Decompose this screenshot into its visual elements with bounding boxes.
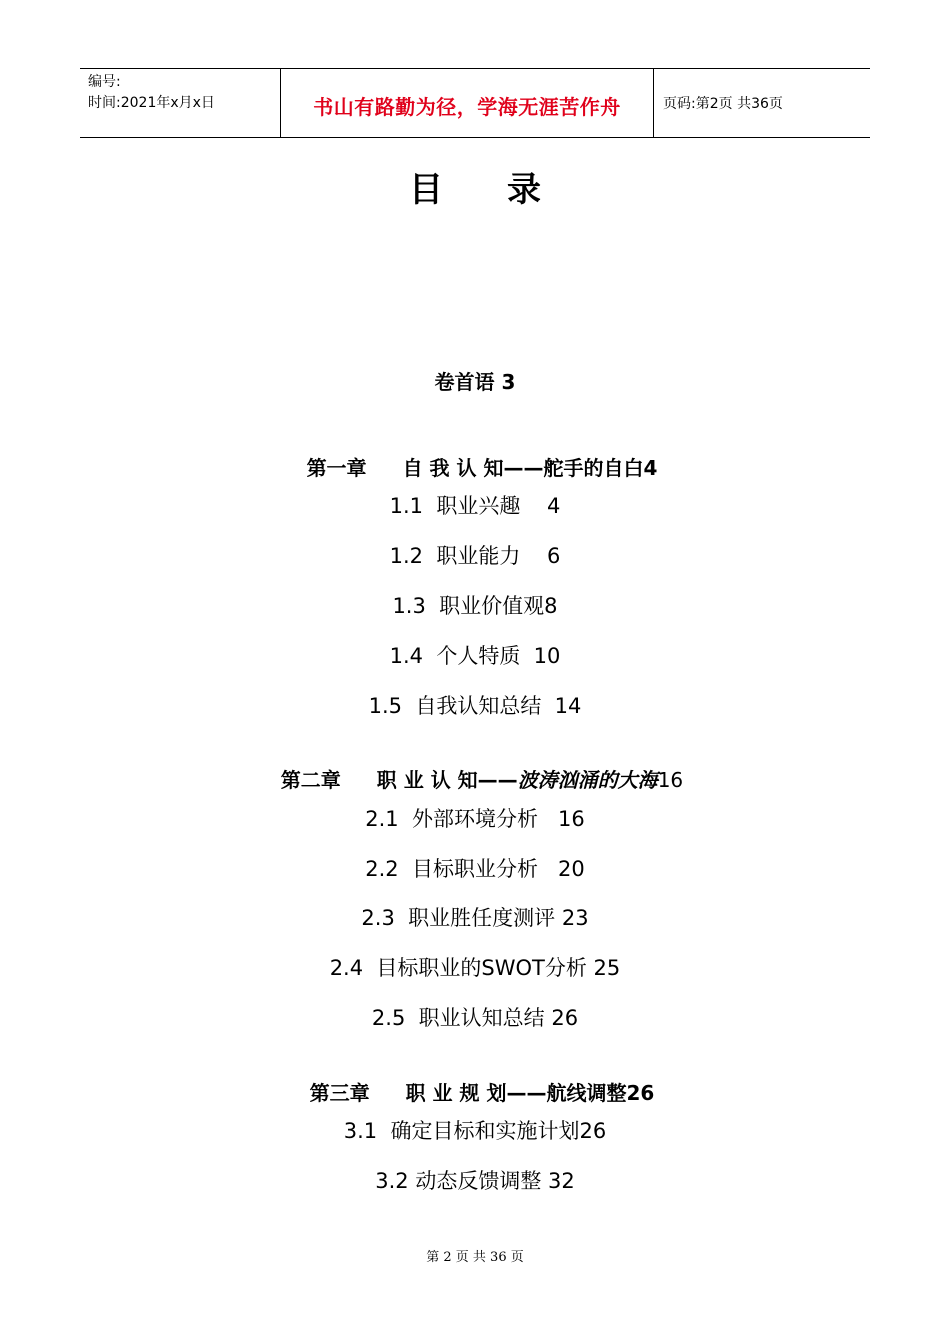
toc-section-1-4[interactable]: 1.4 个人特质 10 bbox=[389, 644, 561, 668]
toc-section-2-4[interactable]: 2.4 目标职业的SWOT分析 25 bbox=[329, 956, 621, 980]
toc-section-1-5[interactable]: 1.5 自我认知总结 14 bbox=[368, 694, 582, 718]
toc-section-1-3[interactable]: 1.3 职业价值观8 bbox=[392, 594, 558, 618]
toc-chapter-3[interactable] bbox=[0, 1053, 950, 1106]
header-table bbox=[80, 68, 870, 138]
chapter-label: 第三章 bbox=[309, 1081, 370, 1105]
toc-section-3-1[interactable]: 3.1 确定目标和实施计划26 bbox=[343, 1119, 607, 1143]
toc-chapter-2[interactable] bbox=[0, 740, 950, 793]
date-label: 时间:2021年x月x日 bbox=[88, 95, 215, 111]
page-title: 目录 bbox=[409, 170, 605, 210]
chapter-title-italic: 波涛汹涌的大海 bbox=[517, 768, 658, 792]
toc-section-1-2[interactable]: 1.2 职业能力 6 bbox=[389, 544, 561, 568]
toc-section-2-1[interactable]: 2.1 外部环境分析 16 bbox=[365, 807, 585, 831]
header-page-info: 页码:第2页 共36页 bbox=[663, 96, 783, 112]
toc-preface[interactable]: 卷首语 3 bbox=[434, 370, 516, 394]
number-label: 编号: bbox=[88, 74, 121, 90]
toc-section-3-2[interactable]: 3.2 动态反馈调整 32 bbox=[375, 1169, 575, 1193]
header-motto: 书山有路勤为径，学海无涯苦作舟 bbox=[313, 94, 621, 119]
toc-section-1-1[interactable]: 1.1 职业兴趣 4 bbox=[389, 494, 561, 518]
toc-chapter-1[interactable] bbox=[0, 428, 950, 481]
chapter-label: 第一章 bbox=[306, 456, 367, 480]
header-page-cell bbox=[654, 69, 870, 137]
toc-section-2-3[interactable]: 2.3 职业胜任度测评 23 bbox=[361, 906, 589, 930]
chapter-page: 16 bbox=[657, 768, 684, 792]
toc-section-2-2[interactable]: 2.2 目标职业分析 20 bbox=[365, 857, 585, 881]
chapter-title: 职 业 规 划——航线调整26 bbox=[405, 1081, 655, 1105]
chapter-label: 第二章 bbox=[280, 768, 341, 792]
header-motto-cell bbox=[281, 69, 654, 137]
chapter-title: 自 我 认 知——舵手的自白4 bbox=[402, 456, 658, 480]
chapter-title: 职 业 认 知—— bbox=[376, 768, 518, 792]
toc-section-2-5[interactable]: 2.5 职业认知总结 26 bbox=[371, 1006, 579, 1030]
header-info-cell bbox=[80, 69, 281, 137]
page-footer: 第 2 页 共 36 页 bbox=[426, 1250, 524, 1265]
